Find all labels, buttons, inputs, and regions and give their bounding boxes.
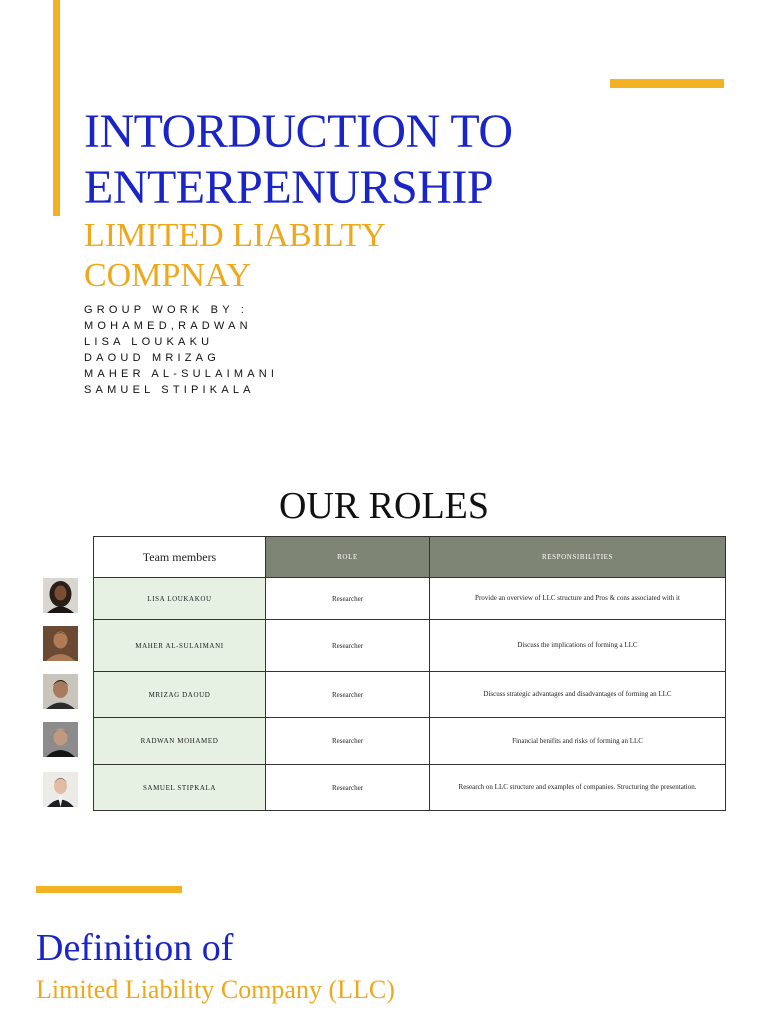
avatar [43,722,78,757]
roles-table [93,536,726,811]
avatar [43,772,78,807]
page-subtitle-line2: COMPNAY [84,257,251,294]
member-name: RADWAN MOHAMED [94,718,266,765]
table-row [94,620,726,672]
column-header-members: Team members [94,537,266,578]
member-name: MRIZAG DAOUD [94,672,266,718]
member-name: MAHER AL-SULAIMANI [94,620,266,672]
column-header-role: ROLE [266,537,430,578]
member-name: LISA LOUKAKOU [94,578,266,620]
credits-name: DAOUD MRIZAG [84,352,220,364]
accent-bottom-bar [36,886,182,893]
avatar [43,626,78,661]
member-responsibility: Research on LLC structure and examples of companies. Structuring the presentation. [430,765,726,811]
credits-name: MAHER AL-SULAIMANI [84,368,279,380]
accent-top-bar [610,79,724,88]
member-role: Researcher [266,672,430,718]
roles-heading: OUR ROLES [278,485,490,527]
definition-subheading: Limited Liability Company (LLC) [36,975,395,1004]
credits-heading: GROUP WORK BY : [84,304,249,316]
member-role: Researcher [266,765,430,811]
table-row [94,578,726,620]
page-title-line2: ENTERPENURSHIP [84,161,494,214]
portrait-photo-3 [43,674,78,709]
credits-name: MOHAMED,RADWAN [84,320,252,332]
member-role: Researcher [266,578,430,620]
group-credits [84,302,278,398]
page-title-line1: INTORDUCTION TO [84,105,513,158]
member-name: SAMUEL STIPKALA [94,765,266,811]
definition-heading: Definition of [36,927,234,969]
table-row [94,765,726,811]
credits-name: LISA LOUKAKU [84,336,214,348]
column-header-responsibilities: RESPONSIBILITIES [430,537,726,578]
member-responsibility: Discuss the implications of forming a LLC [430,620,726,672]
member-role: Researcher [266,718,430,765]
table-row [94,672,726,718]
member-role: Researcher [266,620,430,672]
page-subtitle [84,216,704,296]
portrait-photo-1 [43,578,78,613]
table-row [94,718,726,765]
portrait-photo-5 [43,772,78,807]
portrait-photo-2 [43,626,78,661]
avatar [43,578,78,613]
avatar [43,674,78,709]
page-title [84,104,704,216]
table-header-row [94,537,726,578]
page-subtitle-line1: LIMITED LIABILTY [84,217,386,254]
member-responsibility: Provide an overview of LLC structure and Pros & cons associated with it [430,578,726,620]
portrait-photo-4 [43,722,78,757]
credits-name: SAMUEL STIPIKALA [84,384,255,396]
accent-vertical-bar [53,0,60,216]
member-responsibility: Financial benifits and risks of forming an LLC [430,718,726,765]
member-responsibility: Discuss strategic advantages and disadvantages of forming an LLC [430,672,726,718]
